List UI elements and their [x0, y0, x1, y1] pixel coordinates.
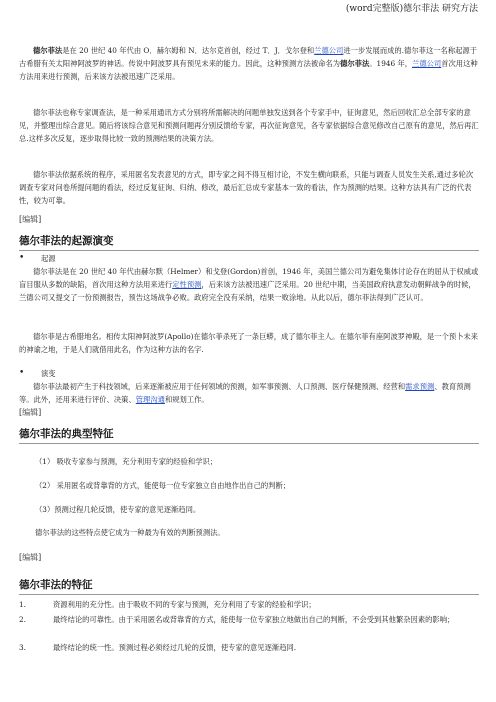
feature-item-1 [19, 598, 479, 611]
feature-number: 1. [19, 600, 26, 609]
edit-link[interactable]: [编辑] [19, 215, 42, 224]
origin-bullet [19, 252, 479, 304]
feature-text: 资源利用的充分性。由于吸收不同的专家与预测，充分利用了专家的经验和学识； [53, 600, 316, 609]
feature-text: 最终结论的统一性。预测过程必须经过几轮的反馈，使专家的意见逐渐趋同. [53, 643, 297, 652]
feature-item-3 [19, 641, 479, 654]
feature-item-2 [19, 613, 479, 626]
bullet-dot: • [19, 368, 25, 378]
feature-number: 2. [19, 615, 26, 624]
page-header: (word完整版)德尔菲法 研究方法 [345, 4, 478, 14]
intro-text-2: 进一步发展而成的.德尔菲这一名称起源于古希腊有关太阳神阿波罗的神话。传说中阿波罗具有预见未来的能力。因此，这种预测方法被命名为 [19, 46, 478, 68]
definition-text: 德尔菲法也称专家调查法，是一种采用通讯方式分别将所需解决的问题单独发送到各个专家手中，征询意见，然后回收汇总全部专家的意见，并整理出综合意见。随后将该综合意见和预测问题再分别反馈给专家，再次征询意见，各专家依据综合意见修改自己原有的意见，然后再汇总.这样多次反复，逐步取得比较一致的预测结果的决策方法。 [19, 108, 479, 143]
intro-paragraph [19, 44, 479, 83]
procedure-text: 德尔菲法依据系统的程序，采用匿名发表意见的方式，即专家之间不得互相讨论，不发生横向联系，只能与调查人员发生关系,通过多轮次调查专家对问卷所提问题的看法，经过反复征询、归纳、修改，最后汇总成专家基本一致的看法，作为预测的结果。这种方法具有广泛的代表性，较为可靠。 [19, 170, 474, 205]
term-bold-2: 德尔菲法 [340, 59, 370, 68]
link-rand-corp[interactable]: 兰德公司 [314, 46, 344, 55]
origin-text [19, 265, 479, 304]
section-divider [19, 250, 479, 251]
link-rand-corp-2[interactable]: 兰德公司 [412, 59, 442, 68]
typical-feature-1: （1） 吸收专家参与预测，充分利用专家的经验和学识； [35, 457, 218, 466]
intro-text-3: 。1946 年， [369, 59, 413, 68]
evolution-text-2: 、教育预测等。此外，还用来进行评价、决策、 [19, 382, 471, 404]
intro-text-4: 首次用这种方法用来进行预测，后来该方法被迅速广泛采用。 [19, 59, 478, 81]
evolution-text [19, 380, 479, 406]
definition-paragraph [19, 106, 479, 145]
edit-link[interactable]: [编辑] [19, 408, 42, 417]
evolution-heading: 演变 [41, 369, 56, 378]
link-qualitative-forecast[interactable]: 定性预测 [172, 280, 202, 289]
section-divider [19, 443, 479, 444]
edit-link-3-wrap [19, 551, 479, 564]
origin-text-1: 德尔菲法是在 20 世纪 40 年代由赫尔默（Helmer）和戈登(Gordon)首创，1946 年，美国兰德公司为避免集体讨论存在的屈从于权威或盲目服从多数的缺陷，首次用这种方法用来进行 [19, 267, 479, 289]
procedure-paragraph [19, 168, 479, 207]
link-demand-forecast[interactable]: 需求预测 [405, 382, 435, 391]
term-bold: 德尔菲法 [33, 46, 63, 55]
typical-features-note: 德尔菲法的这些特点使它成为一种最为有效的判断预测法。 [35, 528, 225, 537]
section-title-typical-features: 德尔菲法的典型特征 [19, 428, 114, 440]
origin-text-2: ，后来该方法被迅速广泛采用。20 世纪中期，当美国政府执意发动朝鲜战争的时候，兰德公司又提交了一份预测报告，预告这场战争必败。政府完全没有采纳，结果一败涂地。从此以后，德尔菲法得到广泛认可。 [19, 280, 476, 302]
feature-text: 最终结论的可靠性。由于采用匿名或背靠背的方式，能使每一位专家独立地做出自己的判断，不会受到其他繁杂因素的影响； [53, 615, 455, 624]
section-title-origin: 德尔菲法的起源演变 [19, 235, 114, 247]
feature-number: 3. [19, 643, 26, 652]
evolution-bullet [19, 367, 479, 406]
evolution-text-1: 德尔菲法最初产生于科技领域，后来逐渐被应用于任何领域的预测，如军事预测、人口预测、医疗保健预测、经营和 [33, 382, 406, 391]
typical-feature-2: （2） 采用匿名或背靠背的方式，能使每一位专家独立自由地作出自己的判断； [35, 481, 291, 490]
link-management-communication[interactable]: 管理沟通 [135, 395, 165, 404]
section-divider [19, 594, 479, 595]
edit-link-1-wrap [19, 213, 479, 226]
intro-text-1: 是在 20 世纪 40 年代由 O．赫尔姆和 N．达尔克首创，经过 T．J．戈尔登和 [62, 46, 315, 55]
evolution-text-3: 和规划工作。 [164, 395, 209, 404]
edit-link-2-wrap [19, 406, 479, 419]
typical-feature-3: （3）预测过程几轮反馈，使专家的意见逐渐趋同。 [35, 505, 201, 514]
section-title-features: 德尔菲法的特征 [19, 579, 93, 591]
delphi-name-text: 德尔菲是古希腊地名。相传太阳神阿波罗(Apollo)在德尔菲杀死了一条巨蟒，成了德尔菲主人。在德尔菲有座阿波罗神殿，是一个预卜未来的神谕之地，于是人们就借用此名，作为这种方法的名字. [19, 332, 479, 354]
edit-link[interactable]: [编辑] [19, 553, 42, 562]
origin-heading: 起源 [41, 254, 56, 263]
delphi-name-paragraph [19, 330, 479, 356]
bullet-dot: • [19, 253, 25, 263]
